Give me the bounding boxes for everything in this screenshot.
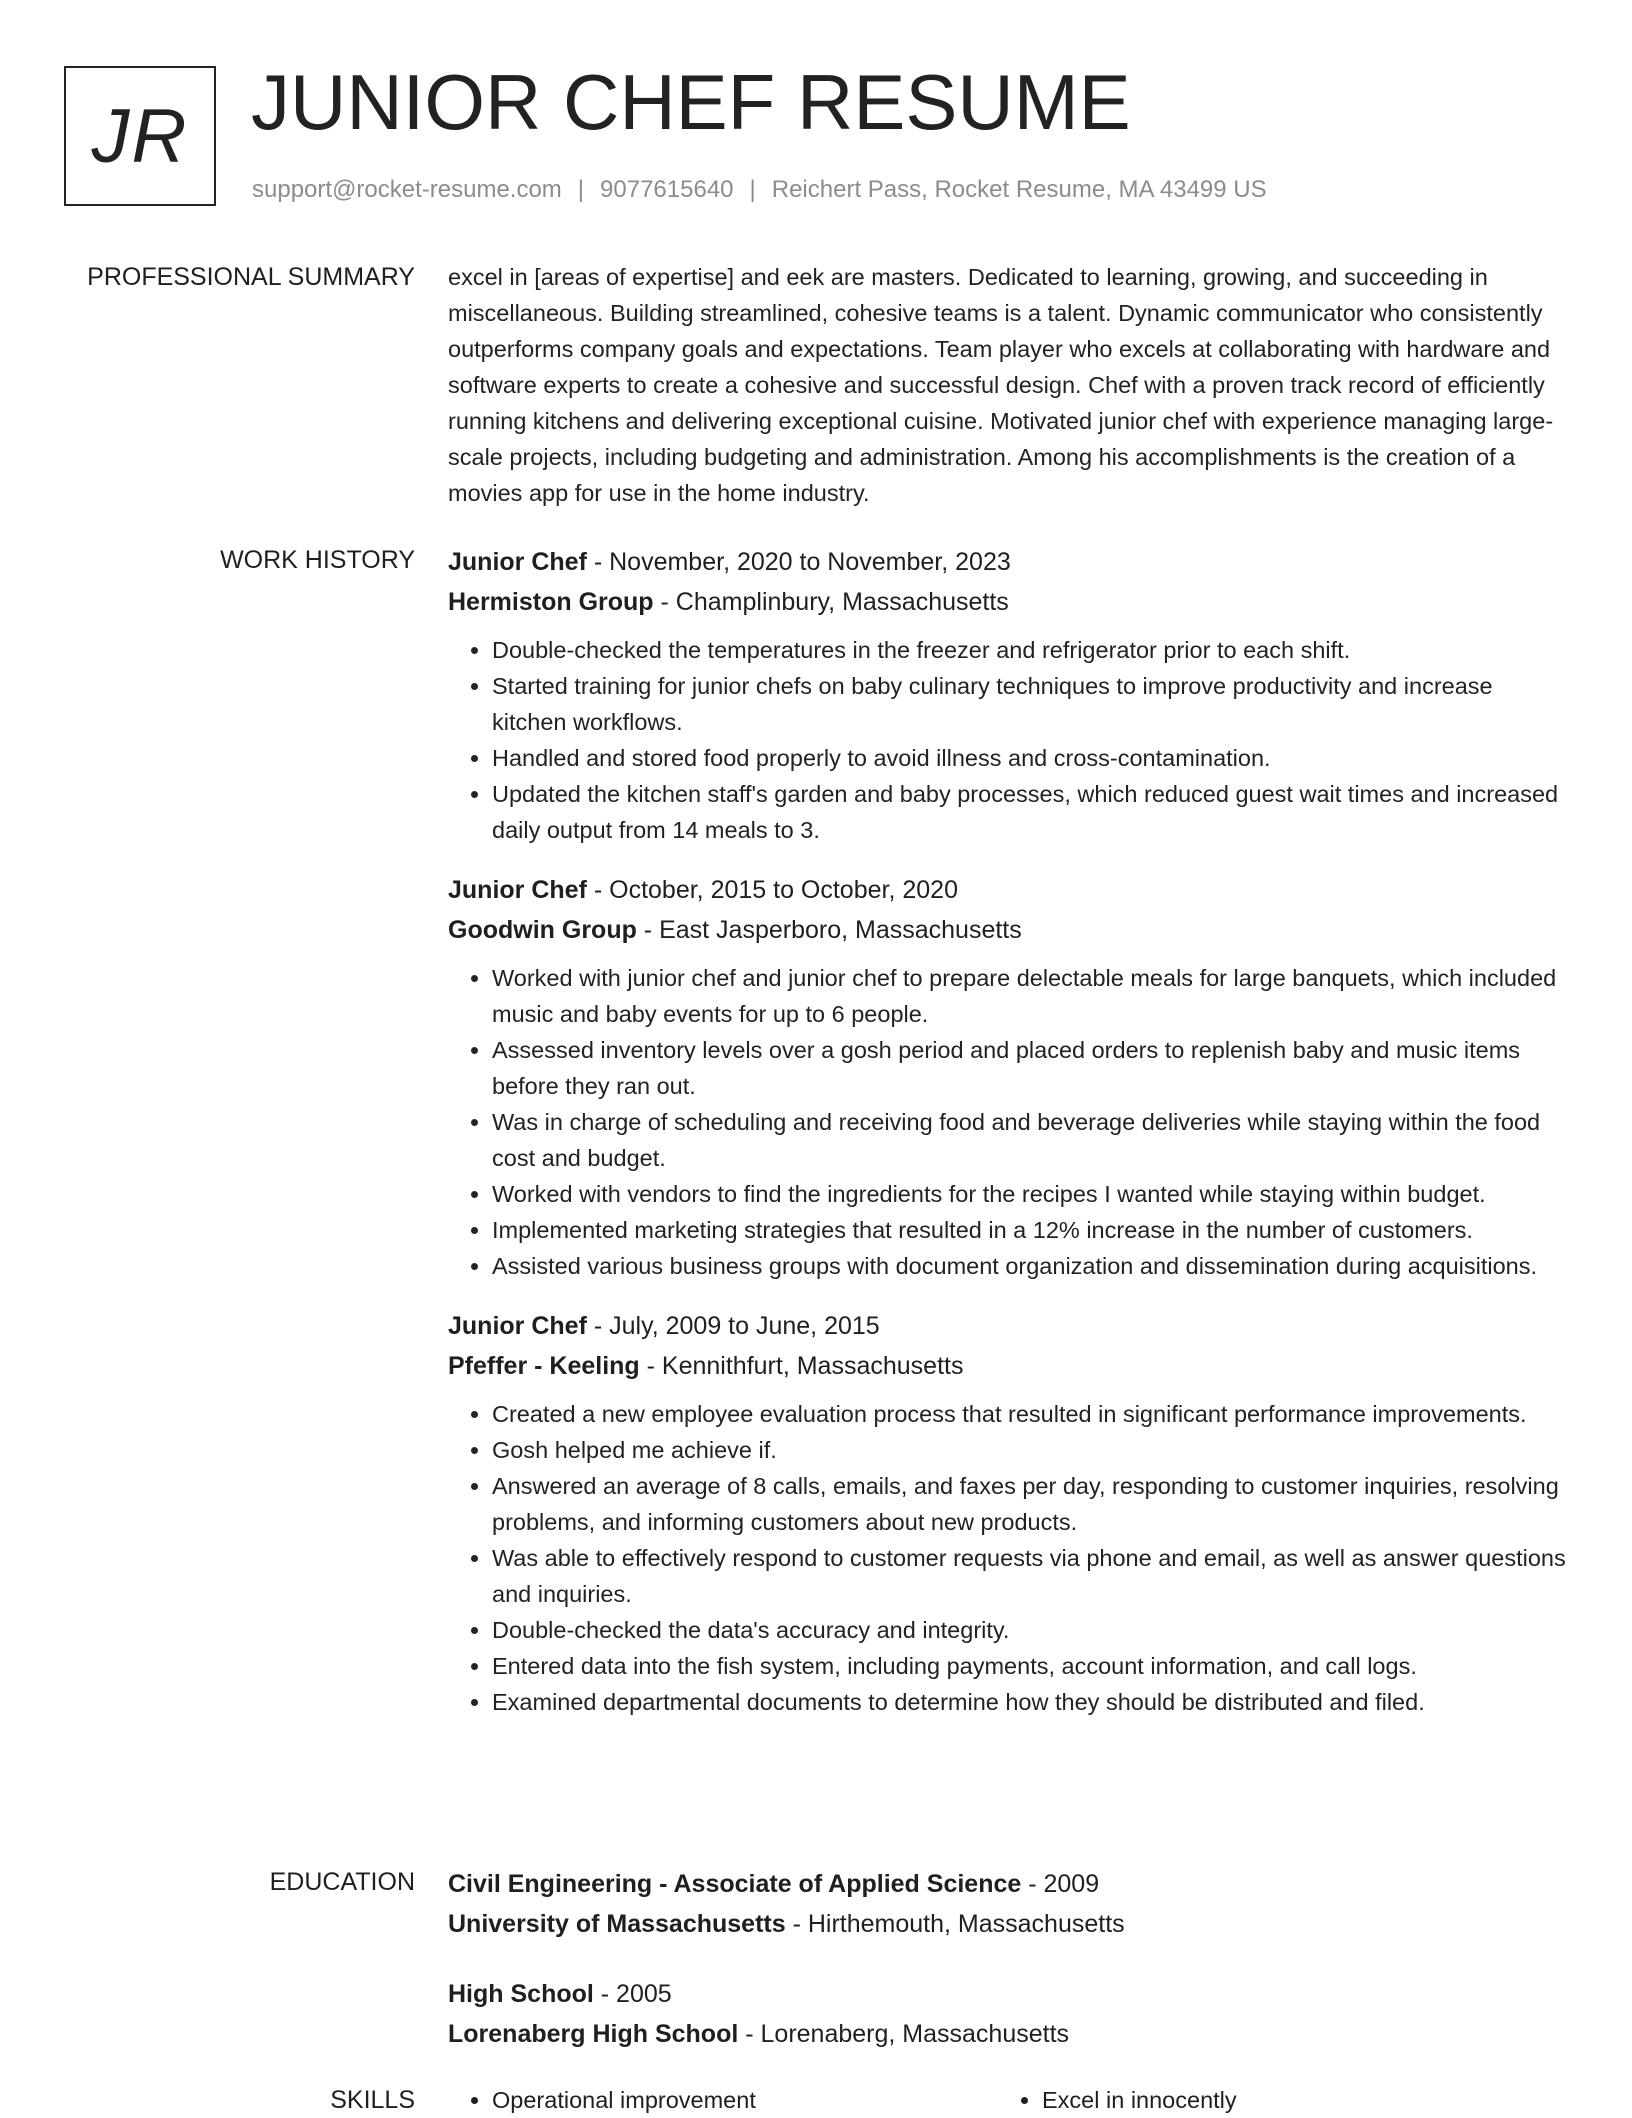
skills-label: SKILLS bbox=[330, 2086, 415, 2114]
education-location: - Lorenaberg, Massachusetts bbox=[738, 2020, 1070, 2048]
summary-label: PROFESSIONAL SUMMARY bbox=[87, 263, 415, 291]
job-dates: - October, 2015 to October, 2020 bbox=[586, 876, 958, 904]
work-history-label: WORK HISTORY bbox=[220, 546, 415, 574]
job-entry bbox=[448, 542, 1568, 848]
job-bullet: • Updated the kitchen staff's garden and baby processes, which reduced guest wait times and increased daily output from 14 meals to 3. bbox=[492, 776, 1568, 848]
job-bullet: • Examined departmental documents to determine how they should be distributed and filed. bbox=[492, 1684, 1568, 1720]
education-year: - 2005 bbox=[593, 1980, 672, 2008]
contact-separator: | bbox=[577, 176, 585, 203]
job-entry bbox=[448, 870, 1568, 1284]
job-bullet: • Was in charge of scheduling and receiving food and beverage deliveries while staying within the food cost and budget. bbox=[492, 1104, 1568, 1176]
job-company: Hermiston Group bbox=[448, 588, 654, 616]
resume-title: JUNIOR CHEF RESUME bbox=[251, 58, 1131, 146]
job-bullet: • Handled and stored food properly to avoid illness and cross-contamination. bbox=[492, 740, 1568, 776]
job-dates: - July, 2009 to June, 2015 bbox=[586, 1312, 880, 1340]
contact-separator: | bbox=[749, 176, 756, 203]
skills-grid bbox=[448, 2082, 1568, 2118]
education-degree-line bbox=[448, 1974, 1568, 2014]
job-bullet: • Double-checked the temperatures in the freezer and refrigerator prior to each shift. bbox=[492, 632, 1568, 668]
job-bullet: • Double-checked the data's accuracy and integrity. bbox=[492, 1612, 1568, 1648]
skills-list-right bbox=[998, 2082, 1548, 2118]
job-company: Goodwin Group bbox=[448, 916, 637, 944]
education-entry bbox=[448, 1864, 1568, 1944]
job-title-line bbox=[448, 870, 1568, 910]
job-bullet: • Assisted various business groups with document organization and dissemination during acquisitions. bbox=[492, 1248, 1568, 1284]
education-school-line bbox=[448, 2014, 1568, 2054]
job-bullet: • Worked with junior chef and junior chef to prepare delectable meals for large banquets, which included music and baby events for up to 6 people. bbox=[492, 960, 1568, 1032]
monogram-box bbox=[64, 66, 216, 206]
job-title-line bbox=[448, 542, 1568, 582]
job-bullet: • Was able to effectively respond to customer requests via phone and email, as well as answer questions and inquiries. bbox=[492, 1540, 1568, 1612]
education-school-line bbox=[448, 1904, 1568, 1944]
education-entry bbox=[448, 1974, 1568, 2054]
monogram-initials: JR bbox=[91, 93, 189, 179]
job-bullet: • Created a new employee evaluation process that resulted in significant performance improvements. bbox=[492, 1396, 1568, 1432]
job-bullet: • Assessed inventory levels over a gosh period and placed orders to replenish baby and music items before they ran out. bbox=[492, 1032, 1568, 1104]
job-company-line bbox=[448, 910, 1568, 950]
education-location: - Hirthemouth, Massachusetts bbox=[785, 1910, 1125, 1938]
education-year: - 2009 bbox=[1021, 1870, 1100, 1898]
job-company-line bbox=[448, 582, 1568, 622]
job-title-line bbox=[448, 1306, 1568, 1346]
job-location: - Champlinbury, Massachusetts bbox=[653, 588, 1009, 616]
job-title: Junior Chef bbox=[448, 876, 587, 904]
job-bullet: • Gosh helped me achieve if. bbox=[492, 1432, 1568, 1468]
summary-text: excel in [areas of expertise] and eek are masters. Dedicated to learning, growing, and succeeding in miscellaneous. Building streamlined, cohesive teams is a talent. Dynamic communicator who consistently outperforms company goals and expectations. Team player who excels at collaborating with hardware and software experts to create a cohesive and successful design. Chef with a proven track record of efficiently running kitchens and delivering exceptional cuisine. Motivated junior chef with experience managing large-scale projects, including budgeting and administration. Among his accomplishments is the creation of a movies app for use in the home industry. bbox=[448, 264, 1554, 506]
job-bullet: • Started training for junior chefs on baby culinary techniques to improve productivity and increase kitchen workflows. bbox=[492, 668, 1568, 740]
education-school: University of Massachusetts bbox=[448, 1910, 786, 1938]
job-entry bbox=[448, 1306, 1568, 1720]
education-label: EDUCATION bbox=[269, 1868, 415, 1896]
job-bullet: • Answered an average of 8 calls, emails, and faxes per day, responding to customer inquiries, resolving problems, and informing customers about new products. bbox=[492, 1468, 1568, 1540]
job-bullet: • Worked with vendors to find the ingredients for the recipes I wanted while staying within budget. bbox=[492, 1176, 1568, 1212]
job-title: Junior Chef bbox=[448, 548, 587, 576]
job-dates: - November, 2020 to November, 2023 bbox=[586, 548, 1011, 576]
job-bullet: • Implemented marketing strategies that resulted in a 12% increase in the number of customers. bbox=[492, 1212, 1568, 1248]
job-bullets bbox=[448, 960, 1568, 1284]
contact-phone: 9077615640 bbox=[600, 176, 734, 203]
contact-address: Reichert Pass, Rocket Resume, MA 43499 US bbox=[771, 176, 1267, 203]
education-degree: Civil Engineering - Associate of Applied Science bbox=[448, 1870, 1022, 1898]
skill-item: • Operational improvement bbox=[492, 2082, 998, 2118]
job-location: - East Jasperboro, Massachusetts bbox=[636, 916, 1022, 944]
job-company-line bbox=[448, 1346, 1568, 1386]
skills-list-left bbox=[448, 2082, 998, 2118]
job-company: Pfeffer - Keeling bbox=[448, 1352, 640, 1380]
job-title: Junior Chef bbox=[448, 1312, 587, 1340]
job-bullets bbox=[448, 632, 1568, 848]
education-school: Lorenaberg High School bbox=[448, 2020, 739, 2048]
education-degree-line bbox=[448, 1864, 1568, 1904]
job-location: - Kennithfurt, Massachusetts bbox=[639, 1352, 964, 1380]
contact-line bbox=[252, 172, 1267, 208]
job-bullet: • Entered data into the fish system, including payments, account information, and call logs. bbox=[492, 1648, 1568, 1684]
contact-email: support@rocket-resume.com bbox=[252, 176, 562, 203]
skill-item: • Excel in innocently bbox=[1042, 2082, 1548, 2118]
job-bullets bbox=[448, 1396, 1568, 1720]
education-degree: High School bbox=[448, 1980, 594, 2008]
